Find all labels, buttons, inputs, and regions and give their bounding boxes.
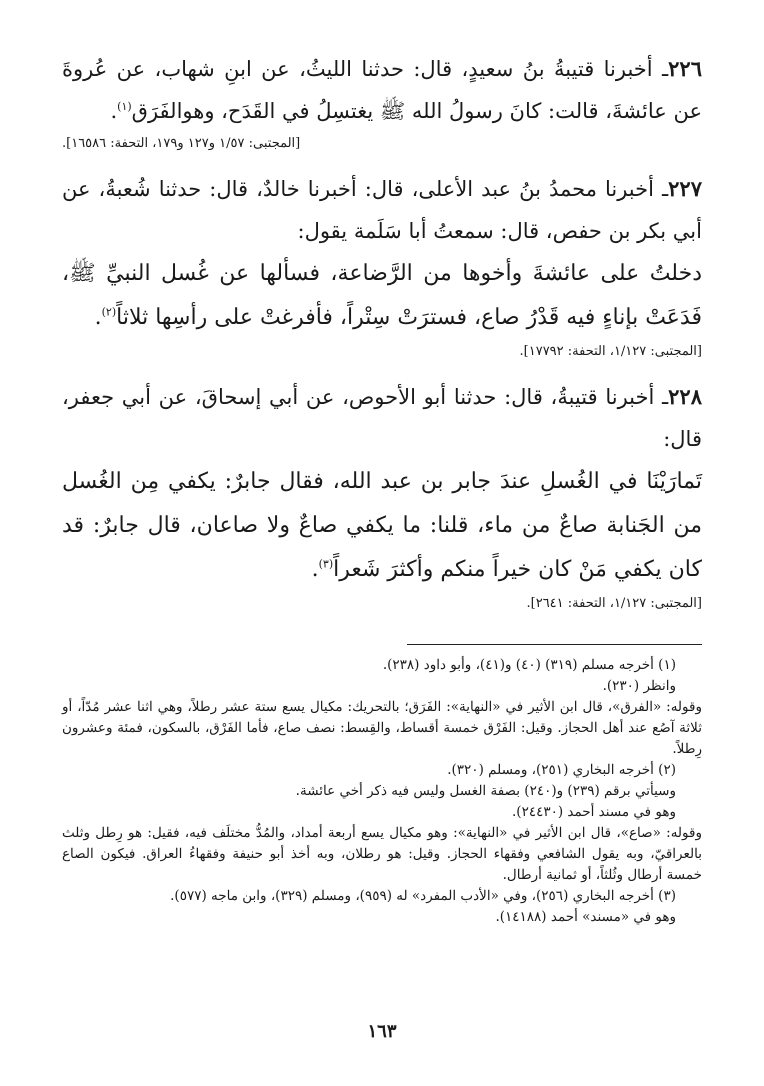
hadith-body: دخلتُ على عائشةَ وأخوها من الرَّضاعة، فسألها عن غُسل النبيِّ ﷺ، فَدَعَتْ بإناءٍ فيه قَدْرُ صاع، فسترَتْ سِتْراً، فأفرغتْ على رأسِها ثلاثاً <box>62 261 702 330</box>
hadith-reference: [المجتبى: ١/١٢٧، التحفة: ٢٦٤١]. <box>526 596 702 611</box>
footnote-line: وسيأتي برقم (٢٣٩) و(٢٤٠) بصفة الغسل وليس فيه ذكر أخي عائشة. <box>295 783 676 799</box>
footnote-line: (١) أخرجه مسلم (٣١٩) (٤٠) و(٤١)، وأبو داود (٢٣٨). <box>382 657 676 673</box>
footnotes <box>62 655 702 928</box>
footnote-line: وهو في «مسند» أحمد (١٤١٨٨). <box>495 909 676 925</box>
hadith-isnad: ـ أخبرنا قتيبةُ، قال: حدثنا أبو الأحوص، عن أبي إسحاقَ، عن أبي جعفر، قال: <box>62 385 702 451</box>
footnote-line: (٣) أخرجه البخاري (٢٥٦)، وفي «الأدب المفرد» له (٩٥٩)، ومسلم (٣٢٩)، وابن ماجه (٥٧٧). <box>170 888 676 904</box>
hadith-reference: [المجتبى: ١/١٢٧، التحفة: ١٧٧٩٢]. <box>519 344 702 359</box>
hadith-text <box>62 376 702 460</box>
hadith-number: ٢٢٧ <box>668 176 702 201</box>
sentence-end: . <box>94 305 102 330</box>
footnote-divider <box>407 644 702 645</box>
footnote-line: (٢) أخرجه البخاري (٢٥١)، ومسلم (٣٢٠). <box>447 762 676 778</box>
footnote-mark: (٢) <box>101 305 117 319</box>
hadith-228 <box>62 376 702 614</box>
sentence-end: . <box>311 557 319 582</box>
footnote-line: وانظر (٢٣٠). <box>602 678 676 694</box>
hadith-matn <box>62 252 702 340</box>
footnote-line: وهو في مسند أحمد (٢٤٤٣٠). <box>512 804 676 820</box>
hadith-226 <box>62 48 702 154</box>
hadith-number: ٢٢٨ <box>668 384 702 409</box>
hadith-text <box>62 168 702 252</box>
hadith-reference: [المجتبى: ١/٥٧ و١٢٧ و١٧٩، التحفة: ١٦٥٨٦]. <box>62 136 301 151</box>
hadith-text <box>62 48 702 132</box>
hadith-isnad: ـ أخبرنا قتيبةُ بنُ سعيدٍ، قال: حدثنا الليثُ، عن ابنِ شهاب، عن عُروةَ عن عائشةَ، قالت: كانَ رسولُ الله ﷺ يغتسِلُ في القَدَح، وهوالفَرَق <box>62 57 702 123</box>
hadith-matn <box>62 460 702 592</box>
footnote-mark: (٣) <box>318 557 334 571</box>
footnote-line: وقوله: «صاع»، قال ابن الأثير في «النهاية»: وهو مكيال يسع أربعة أمداد، والمُدُّ مختلَف فيه، فقيل: هو رِطل وثلث بالعراقيّ، وبه يقول الشافعي وفقهاء الحجاز. وقيل: هو رطلان، وبه أخذ أبو حنيفة وفقهاءُ العراق. فيكون الصاع خمسة أرطال وثُلثاً، أو ثمانية أرطال. <box>62 825 702 883</box>
hadith-isnad: ـ أخبرنا محمدُ بنُ عبد الأعلى، قال: أخبرنا خالدٌ، قال: حدثنا شُعبةُ، عن أبي بكر بن حفص، قال: سمعتُ أبا سَلَمة يقول: <box>62 177 702 243</box>
footnote-line: وقوله: «الفرق»، قال ابن الأثير في «النهاية»: الفَرَق؛ بالتحريك: مكيال يسع ستة عشر رطلاً، وهي اثنا عشر مُدّاً، أو ثلاثة آصُع عند أهل الحجاز. وقيل: الفَرْق خمسة أقساط، والقِسط: نصف صاع، فأما الفَرْق، بالسكون، فمئة وعشرون رِطلاً. <box>62 699 702 757</box>
hadith-number: ٢٢٦ <box>668 56 702 81</box>
hadith-body: تَمارَيْنَا في الغُسلِ عندَ جابر بن عبد الله، فقال جابرٌ: يكفي مِن الغُسل من الجَنابة صاعٌ من ماء، قلنا: ما يكفي صاعٌ ولا صاعان، قال جابرٌ: قد كان يكفي مَنْ كان خيراً منكم وأكثرَ شَعراً <box>62 469 702 582</box>
page-number: ١٦٣ <box>367 1021 397 1042</box>
sentence-end: . <box>110 99 118 123</box>
hadith-227 <box>62 168 702 362</box>
footnote-mark: (١) <box>117 100 132 113</box>
